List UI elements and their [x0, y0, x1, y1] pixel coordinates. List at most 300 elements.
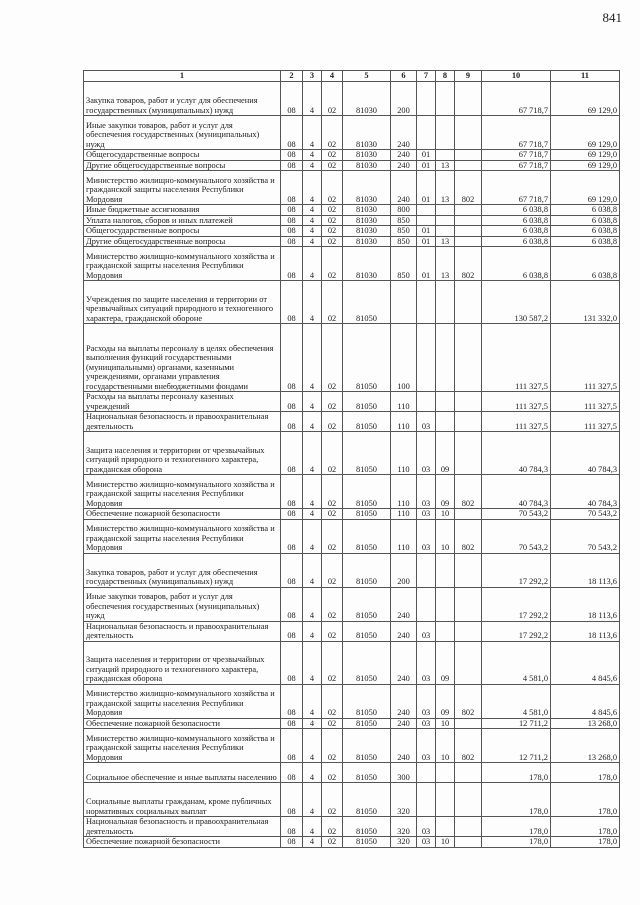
table-row — [84, 475, 620, 509]
code-expense-type: 240 — [391, 684, 417, 718]
code-section — [417, 587, 436, 621]
code-expense-type: 320 — [391, 817, 417, 837]
code-gp: 08 — [281, 621, 303, 641]
code-subsection — [436, 281, 455, 324]
code-ministry — [455, 226, 482, 237]
code-subsection — [436, 116, 455, 150]
row-name: Защита населения и территории от чрезвычайных ситуаций природного и техногенного характера, гражданская оборона — [84, 432, 281, 475]
code-expense-type: 240 — [391, 160, 417, 171]
amount-year-2: 40 784,3 — [551, 432, 620, 475]
table-row — [84, 82, 620, 116]
code-sub: 4 — [303, 82, 322, 116]
code-sub: 4 — [303, 684, 322, 718]
amount-year-2: 18 113,6 — [551, 553, 620, 587]
code-gp: 08 — [281, 684, 303, 718]
amount-year-1: 130 587,2 — [482, 281, 551, 324]
code-section: 03 — [417, 509, 436, 520]
code-direction: 81050 — [343, 684, 391, 718]
code-subsection: 10 — [436, 729, 455, 763]
code-main: 02 — [322, 116, 343, 150]
code-section — [417, 553, 436, 587]
code-ministry — [455, 116, 482, 150]
row-name: Уплата налогов, сборов и иных платежей — [84, 215, 281, 226]
code-ministry — [455, 553, 482, 587]
column-header: 11 — [551, 71, 620, 82]
code-gp: 08 — [281, 82, 303, 116]
table-row — [84, 783, 620, 817]
code-sub: 4 — [303, 236, 322, 247]
table-row — [84, 205, 620, 216]
code-subsection — [436, 763, 455, 783]
code-gp: 08 — [281, 205, 303, 216]
code-main: 02 — [322, 641, 343, 684]
code-direction: 81030 — [343, 171, 391, 205]
code-direction: 81030 — [343, 82, 391, 116]
amount-year-2: 69 129,0 — [551, 82, 620, 116]
code-ministry — [455, 509, 482, 520]
code-direction: 81030 — [343, 150, 391, 161]
code-main: 02 — [322, 205, 343, 216]
amount-year-2: 40 784,3 — [551, 475, 620, 509]
amount-year-1: 6 038,8 — [482, 205, 551, 216]
table-row — [84, 553, 620, 587]
code-expense-type: 240 — [391, 641, 417, 684]
code-gp: 08 — [281, 718, 303, 729]
code-subsection — [436, 412, 455, 432]
code-expense-type: 110 — [391, 412, 417, 432]
code-direction: 81030 — [343, 247, 391, 281]
page-number: 841 — [602, 10, 622, 25]
code-ministry — [455, 718, 482, 729]
code-sub: 4 — [303, 215, 322, 226]
code-section: 01 — [417, 236, 436, 247]
amount-year-2: 178,0 — [551, 763, 620, 783]
code-gp: 08 — [281, 412, 303, 432]
code-sub: 4 — [303, 641, 322, 684]
row-name: Обеспечение пожарной безопасности — [84, 509, 281, 520]
code-subsection: 13 — [436, 247, 455, 281]
row-name: Общегосударственные вопросы — [84, 150, 281, 161]
code-expense-type: 240 — [391, 171, 417, 205]
code-gp: 08 — [281, 837, 303, 848]
row-name: Министерство жилищно-коммунального хозяйства и гражданской защиты населения Республики Мордовия — [84, 171, 281, 205]
code-section: 03 — [417, 684, 436, 718]
code-section: 01 — [417, 226, 436, 237]
table-row — [84, 837, 620, 848]
code-sub: 4 — [303, 226, 322, 237]
code-gp: 08 — [281, 150, 303, 161]
code-expense-type: 800 — [391, 205, 417, 216]
table-body — [84, 82, 620, 848]
code-subsection: 10 — [436, 718, 455, 729]
code-subsection: 13 — [436, 171, 455, 205]
code-gp: 08 — [281, 509, 303, 520]
code-section — [417, 392, 436, 412]
row-name: Обеспечение пожарной безопасности — [84, 837, 281, 848]
code-gp: 08 — [281, 783, 303, 817]
code-direction: 81050 — [343, 509, 391, 520]
column-header: 6 — [391, 71, 417, 82]
row-name: Социальные выплаты гражданам, кроме публичных нормативных социальных выплат — [84, 783, 281, 817]
code-ministry — [455, 783, 482, 817]
code-ministry — [455, 150, 482, 161]
code-expense-type: 320 — [391, 783, 417, 817]
code-section: 03 — [417, 475, 436, 509]
code-section: 03 — [417, 641, 436, 684]
amount-year-2: 6 038,8 — [551, 215, 620, 226]
code-expense-type — [391, 281, 417, 324]
code-subsection — [436, 621, 455, 641]
amount-year-1: 6 038,8 — [482, 215, 551, 226]
amount-year-2: 13 268,0 — [551, 718, 620, 729]
code-sub: 4 — [303, 281, 322, 324]
code-ministry — [455, 82, 482, 116]
code-sub: 4 — [303, 171, 322, 205]
amount-year-2: 70 543,2 — [551, 509, 620, 520]
amount-year-2: 69 129,0 — [551, 150, 620, 161]
code-section: 01 — [417, 171, 436, 205]
code-subsection — [436, 392, 455, 412]
row-name: Иные закупки товаров, работ и услуг для обеспечения государственных (муниципальных) нужд — [84, 116, 281, 150]
code-main: 02 — [322, 215, 343, 226]
amount-year-2: 178,0 — [551, 817, 620, 837]
table-row — [84, 215, 620, 226]
amount-year-1: 111 327,5 — [482, 392, 551, 412]
amount-year-2: 131 332,0 — [551, 281, 620, 324]
code-gp: 08 — [281, 817, 303, 837]
amount-year-1: 67 718,7 — [482, 82, 551, 116]
code-direction: 81050 — [343, 641, 391, 684]
code-main: 02 — [322, 509, 343, 520]
code-section: 03 — [417, 729, 436, 763]
amount-year-1: 17 292,2 — [482, 621, 551, 641]
amount-year-1: 111 327,5 — [482, 324, 551, 392]
code-sub: 4 — [303, 116, 322, 150]
code-main: 02 — [322, 817, 343, 837]
code-direction: 81030 — [343, 215, 391, 226]
code-sub: 4 — [303, 432, 322, 475]
table-row — [84, 718, 620, 729]
code-gp: 08 — [281, 553, 303, 587]
table-row — [84, 763, 620, 783]
code-ministry — [455, 621, 482, 641]
code-section: 03 — [417, 718, 436, 729]
code-main: 02 — [322, 553, 343, 587]
code-ministry — [455, 324, 482, 392]
code-sub: 4 — [303, 621, 322, 641]
amount-year-1: 178,0 — [482, 817, 551, 837]
budget-table — [83, 70, 620, 848]
code-ministry: 802 — [455, 519, 482, 553]
code-ministry: 802 — [455, 684, 482, 718]
amount-year-2: 69 129,0 — [551, 116, 620, 150]
code-direction: 81050 — [343, 729, 391, 763]
table-row — [84, 519, 620, 553]
code-gp: 08 — [281, 432, 303, 475]
code-expense-type: 240 — [391, 116, 417, 150]
amount-year-2: 4 845,6 — [551, 641, 620, 684]
amount-year-1: 40 784,3 — [482, 432, 551, 475]
amount-year-2: 111 327,5 — [551, 412, 620, 432]
code-subsection: 13 — [436, 236, 455, 247]
code-subsection — [436, 226, 455, 237]
code-expense-type: 240 — [391, 587, 417, 621]
code-main: 02 — [322, 150, 343, 161]
amount-year-1: 178,0 — [482, 783, 551, 817]
amount-year-1: 6 038,8 — [482, 236, 551, 247]
code-gp: 08 — [281, 215, 303, 226]
code-expense-type: 240 — [391, 621, 417, 641]
code-main: 02 — [322, 587, 343, 621]
code-direction: 81050 — [343, 783, 391, 817]
code-subsection — [436, 150, 455, 161]
code-section: 03 — [417, 621, 436, 641]
amount-year-2: 69 129,0 — [551, 160, 620, 171]
code-gp: 08 — [281, 281, 303, 324]
code-direction: 81050 — [343, 392, 391, 412]
code-gp: 08 — [281, 475, 303, 509]
code-direction: 81050 — [343, 718, 391, 729]
code-ministry: 802 — [455, 729, 482, 763]
amount-year-1: 67 718,7 — [482, 150, 551, 161]
amount-year-2: 111 327,5 — [551, 392, 620, 412]
table-row — [84, 684, 620, 718]
amount-year-1: 17 292,2 — [482, 553, 551, 587]
code-sub: 4 — [303, 519, 322, 553]
amount-year-1: 67 718,7 — [482, 160, 551, 171]
code-gp: 08 — [281, 236, 303, 247]
code-gp: 08 — [281, 587, 303, 621]
code-main: 02 — [322, 837, 343, 848]
code-section — [417, 281, 436, 324]
table-row — [84, 171, 620, 205]
column-header: 7 — [417, 71, 436, 82]
amount-year-2: 178,0 — [551, 783, 620, 817]
column-header: 2 — [281, 71, 303, 82]
code-sub: 4 — [303, 587, 322, 621]
code-sub: 4 — [303, 247, 322, 281]
code-ministry — [455, 236, 482, 247]
table-row — [84, 150, 620, 161]
table-row — [84, 324, 620, 392]
code-expense-type: 200 — [391, 82, 417, 116]
code-section: 03 — [417, 432, 436, 475]
code-gp: 08 — [281, 160, 303, 171]
code-subsection: 10 — [436, 509, 455, 520]
code-direction: 81050 — [343, 837, 391, 848]
code-expense-type: 110 — [391, 509, 417, 520]
amount-year-1: 178,0 — [482, 763, 551, 783]
code-direction: 81050 — [343, 281, 391, 324]
row-name: Министерство жилищно-коммунального хозяйства и гражданской защиты населения Республики Мордовия — [84, 519, 281, 553]
row-name: Национальная безопасность и правоохранительная деятельность — [84, 412, 281, 432]
row-name: Общегосударственные вопросы — [84, 226, 281, 237]
code-expense-type: 850 — [391, 226, 417, 237]
code-section — [417, 82, 436, 116]
table-row — [84, 247, 620, 281]
code-sub: 4 — [303, 509, 322, 520]
code-direction: 81030 — [343, 205, 391, 216]
code-sub: 4 — [303, 817, 322, 837]
table-row — [84, 509, 620, 520]
code-section — [417, 205, 436, 216]
code-gp: 08 — [281, 519, 303, 553]
column-header: 9 — [455, 71, 482, 82]
row-name: Министерство жилищно-коммунального хозяйства и гражданской защиты населения Республики Мордовия — [84, 475, 281, 509]
amount-year-1: 4 581,0 — [482, 641, 551, 684]
code-sub: 4 — [303, 763, 322, 783]
code-expense-type: 850 — [391, 236, 417, 247]
code-direction: 81050 — [343, 587, 391, 621]
row-name: Закупка товаров, работ и услуг для обеспечения государственных (муниципальных) нужд — [84, 553, 281, 587]
code-ministry: 802 — [455, 247, 482, 281]
amount-year-1: 12 711,2 — [482, 718, 551, 729]
code-gp: 08 — [281, 324, 303, 392]
code-gp: 08 — [281, 226, 303, 237]
code-direction: 81030 — [343, 236, 391, 247]
code-direction: 81050 — [343, 412, 391, 432]
table-row — [84, 621, 620, 641]
code-ministry — [455, 763, 482, 783]
amount-year-2: 6 038,8 — [551, 236, 620, 247]
code-ministry — [455, 205, 482, 216]
table-row — [84, 392, 620, 412]
amount-year-1: 111 327,5 — [482, 412, 551, 432]
code-section: 01 — [417, 150, 436, 161]
table-row — [84, 281, 620, 324]
amount-year-2: 4 845,6 — [551, 684, 620, 718]
column-header: 10 — [482, 71, 551, 82]
code-expense-type: 200 — [391, 553, 417, 587]
table-row — [84, 226, 620, 237]
table-row — [84, 641, 620, 684]
code-section — [417, 215, 436, 226]
code-ministry — [455, 160, 482, 171]
code-subsection — [436, 817, 455, 837]
code-main: 02 — [322, 247, 343, 281]
amount-year-1: 70 543,2 — [482, 509, 551, 520]
code-subsection: 10 — [436, 837, 455, 848]
amount-year-1: 6 038,8 — [482, 226, 551, 237]
code-direction: 81050 — [343, 519, 391, 553]
code-section — [417, 116, 436, 150]
row-name: Министерство жилищно-коммунального хозяйства и гражданской защиты населения Республики Мордовия — [84, 247, 281, 281]
row-name: Другие общегосударственные вопросы — [84, 236, 281, 247]
code-section: 01 — [417, 160, 436, 171]
amount-year-1: 178,0 — [482, 837, 551, 848]
code-expense-type: 240 — [391, 729, 417, 763]
code-expense-type: 240 — [391, 718, 417, 729]
amount-year-2: 18 113,6 — [551, 587, 620, 621]
code-direction: 81050 — [343, 817, 391, 837]
amount-year-1: 6 038,8 — [482, 247, 551, 281]
amount-year-1: 12 711,2 — [482, 729, 551, 763]
code-ministry — [455, 432, 482, 475]
table-row — [84, 587, 620, 621]
code-subsection — [436, 783, 455, 817]
table-header-row — [84, 71, 620, 82]
code-section — [417, 783, 436, 817]
code-main: 02 — [322, 236, 343, 247]
column-header: 1 — [84, 71, 281, 82]
code-section — [417, 763, 436, 783]
amount-year-2: 6 038,8 — [551, 247, 620, 281]
code-subsection — [436, 553, 455, 587]
row-name: Социальное обеспечение и иные выплаты населению — [84, 763, 281, 783]
code-sub: 4 — [303, 160, 322, 171]
code-ministry — [455, 641, 482, 684]
code-direction: 81030 — [343, 160, 391, 171]
code-main: 02 — [322, 763, 343, 783]
code-sub: 4 — [303, 837, 322, 848]
code-main: 02 — [322, 281, 343, 324]
table-row — [84, 412, 620, 432]
code-sub: 4 — [303, 718, 322, 729]
row-name: Расходы на выплаты персоналу казенных учреждений — [84, 392, 281, 412]
code-expense-type: 110 — [391, 432, 417, 475]
code-ministry — [455, 281, 482, 324]
code-gp: 08 — [281, 763, 303, 783]
column-header: 4 — [322, 71, 343, 82]
table-row — [84, 432, 620, 475]
table-row — [84, 236, 620, 247]
code-section: 03 — [417, 837, 436, 848]
row-name: Министерство жилищно-коммунального хозяйства и гражданской защиты населения Республики Мордовия — [84, 684, 281, 718]
code-expense-type: 300 — [391, 763, 417, 783]
code-subsection — [436, 215, 455, 226]
code-expense-type: 850 — [391, 247, 417, 281]
code-ministry — [455, 817, 482, 837]
amount-year-2: 18 113,6 — [551, 621, 620, 641]
amount-year-1: 67 718,7 — [482, 116, 551, 150]
row-name: Национальная безопасность и правоохранительная деятельность — [84, 817, 281, 837]
column-header: 3 — [303, 71, 322, 82]
amount-year-1: 67 718,7 — [482, 171, 551, 205]
code-gp: 08 — [281, 729, 303, 763]
code-main: 02 — [322, 432, 343, 475]
code-expense-type: 850 — [391, 215, 417, 226]
code-subsection — [436, 205, 455, 216]
code-direction: 81050 — [343, 324, 391, 392]
code-direction: 81050 — [343, 432, 391, 475]
code-ministry — [455, 392, 482, 412]
table-row — [84, 729, 620, 763]
code-sub: 4 — [303, 205, 322, 216]
code-subsection — [436, 324, 455, 392]
row-name: Расходы на выплаты персоналу в целях обеспечения выполнения функций государственными (муниципальными) органами, казенными учреждениями, органами управления государственными внебюджетными фондами — [84, 324, 281, 392]
code-direction: 81030 — [343, 116, 391, 150]
code-subsection — [436, 587, 455, 621]
amount-year-1: 70 543,2 — [482, 519, 551, 553]
code-section: 03 — [417, 412, 436, 432]
code-sub: 4 — [303, 412, 322, 432]
code-gp: 08 — [281, 171, 303, 205]
code-expense-type: 110 — [391, 475, 417, 509]
code-sub: 4 — [303, 150, 322, 161]
code-expense-type: 240 — [391, 150, 417, 161]
row-name: Министерство жилищно-коммунального хозяйства и гражданской защиты населения Республики Мордовия — [84, 729, 281, 763]
row-name: Обеспечение пожарной безопасности — [84, 718, 281, 729]
code-subsection: 13 — [436, 160, 455, 171]
table-row — [84, 160, 620, 171]
column-header: 8 — [436, 71, 455, 82]
amount-year-2: 13 268,0 — [551, 729, 620, 763]
code-expense-type: 100 — [391, 324, 417, 392]
code-sub: 4 — [303, 729, 322, 763]
code-section: 01 — [417, 247, 436, 281]
code-main: 02 — [322, 621, 343, 641]
code-direction: 81050 — [343, 553, 391, 587]
